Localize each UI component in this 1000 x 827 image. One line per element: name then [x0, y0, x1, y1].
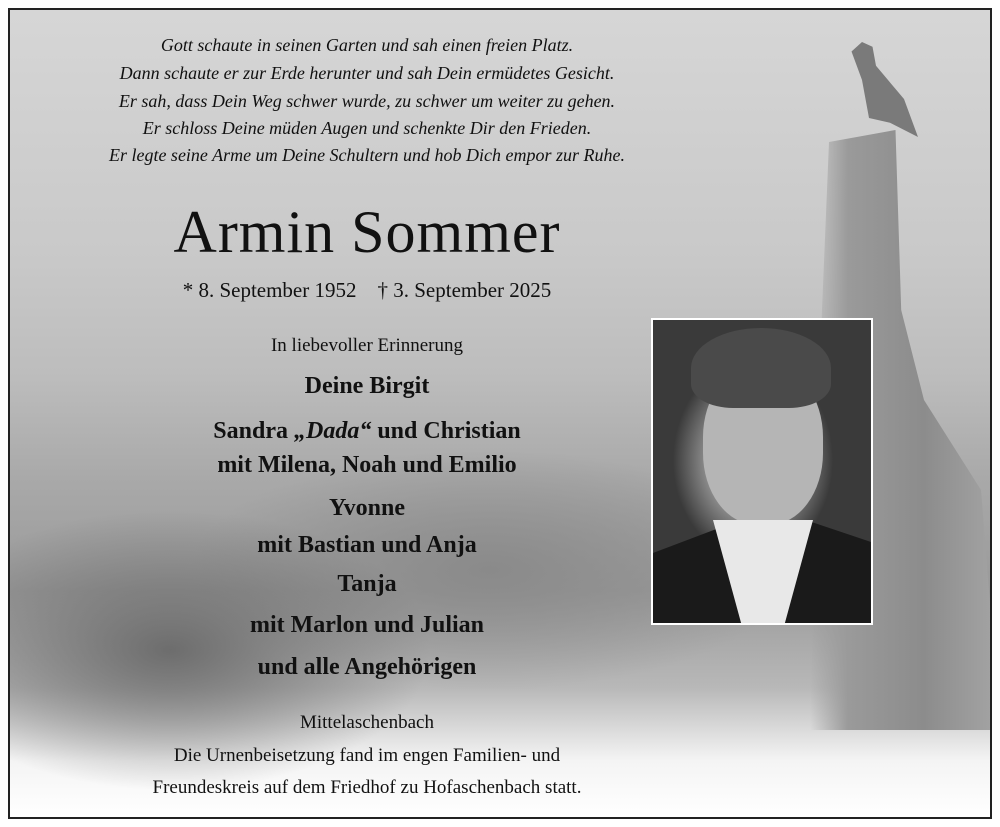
portrait-photo: [651, 318, 873, 625]
deceased-name: Armin Sommer: [173, 199, 561, 265]
mourner-text: und Christian: [371, 418, 521, 444]
poem-line: Er schloss Deine müden Augen und schenkte Dir den Frieden.: [142, 118, 592, 138]
poem-line: Er legte seine Arme um Deine Schultern und hob Dich empor zur Ruhe.: [108, 145, 626, 165]
mourner-line: [10, 419, 724, 443]
life-dates: [10, 280, 724, 301]
mourner-line: Yvonne: [328, 495, 406, 521]
eagle-statue-image: [848, 42, 918, 137]
mourner-line: Deine Birgit: [304, 373, 430, 399]
notice-line: Freundeskreis auf dem Friedhof zu Hofaschenbach statt.: [152, 777, 582, 798]
poem-line: Dann schaute er zur Erde herunter und sah Dein ermüdetes Gesicht.: [119, 63, 615, 83]
mourner-line: mit Bastian und Anja: [257, 532, 477, 558]
mourner-line: Tanja: [337, 571, 397, 597]
poem-line: Er sah, dass Dein Weg schwer wurde, zu schwer um weiter zu gehen.: [118, 91, 616, 111]
birth-date: * 8. September 1952: [182, 278, 357, 302]
place-line: Mittelaschenbach: [299, 712, 434, 733]
notice-line: Die Urnenbeisetzung fand im engen Familien- und: [173, 745, 561, 766]
memory-line: In liebevoller Erinnerung: [270, 335, 464, 356]
mourner-line: mit Milena, Noah und Emilio: [217, 452, 517, 478]
death-date: † 3. September 2025: [377, 278, 552, 302]
mourner-nickname: „Dada“: [293, 418, 372, 444]
mourner-text: Sandra: [213, 418, 294, 444]
poem-line: Gott schaute in seinen Garten und sah einen freien Platz.: [160, 35, 574, 55]
mourner-line: und alle Angehörigen: [257, 654, 477, 680]
obituary-frame: [8, 8, 992, 819]
mourner-line: mit Marlon und Julian: [249, 612, 485, 638]
